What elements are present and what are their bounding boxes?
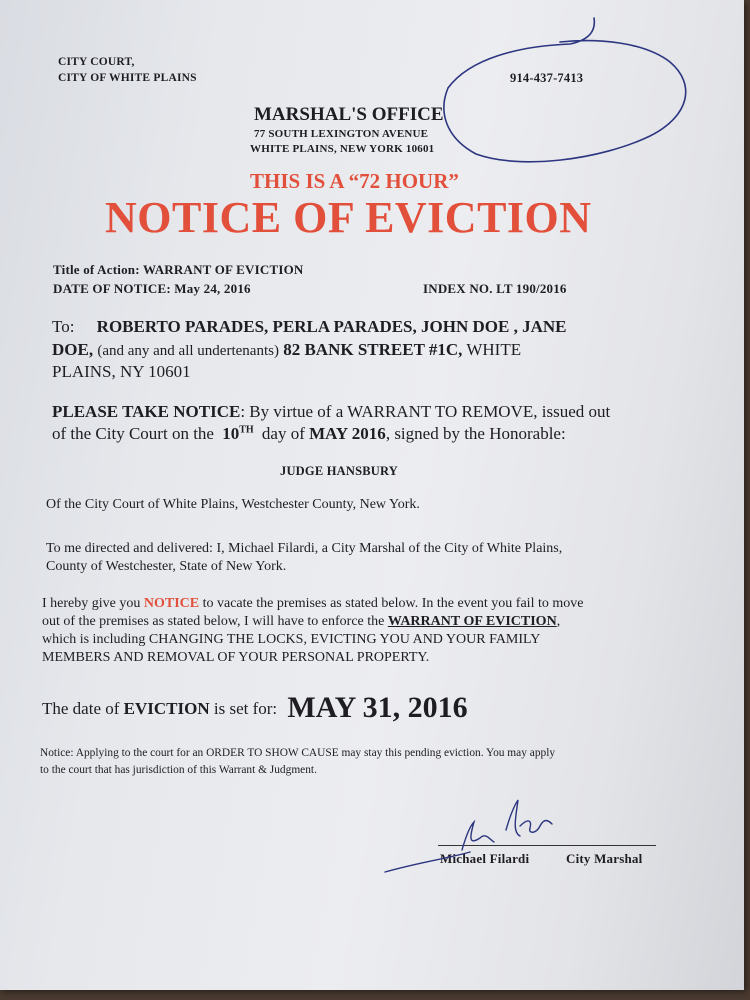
title-of-action-value: WARRANT OF EVICTION <box>142 262 304 277</box>
notice-line-2-a: of the City Court on the <box>52 424 214 443</box>
notice-line-2 <box>52 424 566 444</box>
judge-name: JUDGE HANSBURY <box>280 464 398 478</box>
vacate-line-1 <box>42 596 583 612</box>
vacate-line-2 <box>42 614 560 630</box>
eviction-date-line <box>42 688 468 722</box>
notice-word: NOTICE <box>143 596 200 611</box>
title-of-action-label: Title of Action: <box>53 262 140 277</box>
signature-line <box>438 845 656 846</box>
hand-drawn-circle-icon <box>444 18 686 162</box>
recipient-names: ROBERTO PARADES, PERLA PARADES, JOHN DOE , JANE <box>96 317 567 336</box>
notice-line-2-b: day of <box>261 424 305 443</box>
notice-line-1-rest: : By virtue of a WARRANT TO REMOVE, issued out <box>240 402 611 421</box>
directed-line-2: County of Westchester, State of New York. <box>46 559 287 574</box>
index-value: LT 190/2016 <box>496 281 567 296</box>
date-of-notice <box>53 281 251 297</box>
index-label: INDEX NO. <box>423 281 493 296</box>
court-location: Of the City Court of White Plains, Westchester County, New York. <box>46 497 420 512</box>
warrant-day-suffix: TH <box>239 424 254 436</box>
court-line-2: CITY OF WHITE PLAINS <box>58 72 197 84</box>
notice-subtitle: THIS IS A “72 HOUR” <box>250 169 459 193</box>
notice-line-2-c: , signed by the Honorable: <box>385 424 566 443</box>
please-take-notice: PLEASE TAKE NOTICE <box>52 402 241 421</box>
date-of-notice-value: May 24, 2016 <box>174 281 251 296</box>
marshal-name: Michael Filardi <box>440 851 530 866</box>
recipient-line-2 <box>52 340 521 360</box>
office-address-2: WHITE PLAINS, NEW YORK 10601 <box>250 143 435 155</box>
eviction-date: MAY 31, 2016 <box>287 691 468 724</box>
phone-number: 914-437-7413 <box>510 71 584 85</box>
index-number <box>423 281 567 297</box>
recipient-address: 82 BANK STREET #1C, <box>283 340 463 359</box>
vacate-line-3: which is including CHANGING THE LOCKS, EVICTING YOU AND YOUR FAMILY <box>42 632 541 647</box>
vacate-line-2-a: out of the premises as stated below, I will have to enforce the <box>42 614 385 629</box>
eviction-word: EVICTION <box>123 699 210 718</box>
footer-notice-line-1: Notice: Applying to the court for an ORDER TO SHOW CAUSE may stay this pending eviction. You may apply <box>40 747 556 759</box>
vacate-line-2-b: , <box>556 614 561 629</box>
court-line-1: CITY COURT, <box>58 56 135 68</box>
recipient-line-3: PLAINS, NY 10601 <box>52 362 191 381</box>
vacate-line-1-b: to vacate the premises as stated below. In the event you fail to move <box>202 596 584 611</box>
eviction-date-prefix: The date of <box>42 699 120 718</box>
vacate-line-4: MEMBERS AND REMOVAL OF YOUR PERSONAL PROPERTY. <box>42 650 430 665</box>
marshal-title: City Marshal <box>566 851 643 866</box>
footer-notice-line-2: to the court that has jurisdiction of this Warrant & Judgment. <box>40 764 317 776</box>
office-name: MARSHAL'S OFFICE <box>254 104 444 125</box>
eviction-date-mid: is set for: <box>213 699 278 718</box>
warrant-day: 10 <box>222 424 240 443</box>
recipient-line-1 <box>52 317 566 337</box>
title-of-action <box>53 262 304 278</box>
undertenants-note: (and any and all undertenants) <box>97 343 279 359</box>
directed-line-1: To me directed and delivered: I, Michael Filardi, a City Marshal of the City of White Plains, <box>46 541 563 556</box>
recipient-address-tail: WHITE <box>466 340 522 359</box>
notice-title: NOTICE OF EVICTION <box>105 193 592 242</box>
vacate-line-1-a: I hereby give you <box>42 596 141 611</box>
recipient-doe: DOE, <box>52 340 94 359</box>
warrant-month-year: MAY 2016 <box>309 424 386 443</box>
warrant-of-eviction: WARRANT OF EVICTION <box>387 614 557 629</box>
to-label: To: <box>52 317 75 336</box>
notice-line-1 <box>52 402 610 422</box>
office-address-1: 77 SOUTH LEXINGTON AVENUE <box>254 128 429 140</box>
date-of-notice-label: DATE OF NOTICE: <box>53 281 171 296</box>
